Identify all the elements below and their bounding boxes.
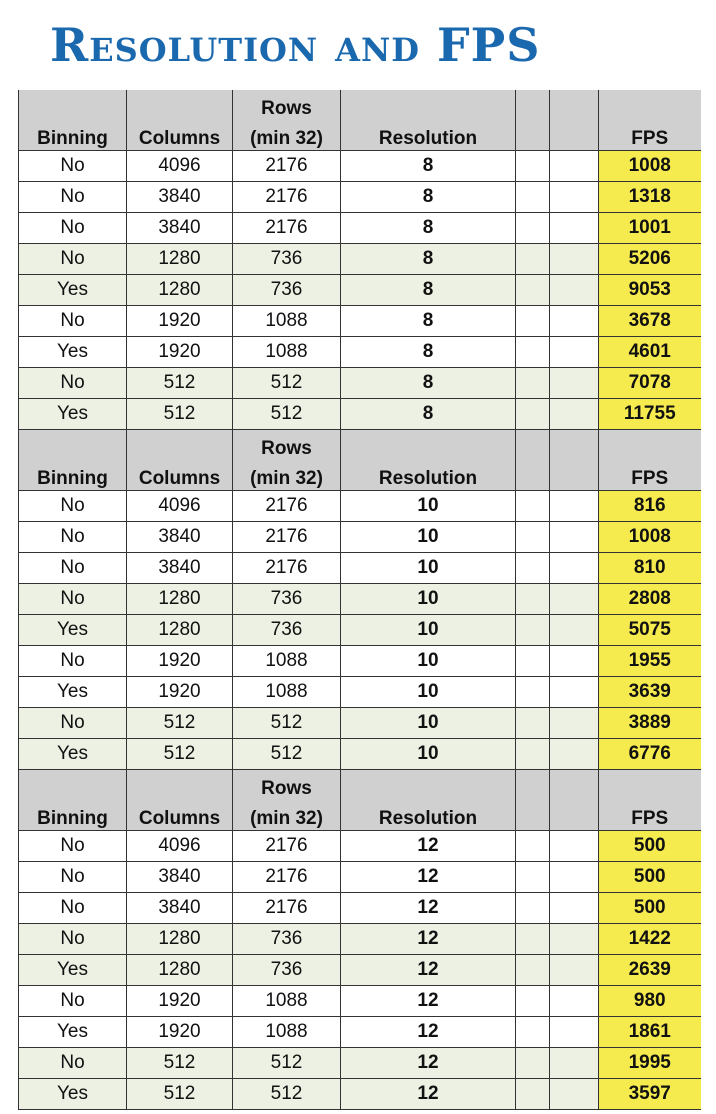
page-title: Resolution and FPS <box>50 18 541 72</box>
header-cell <box>599 90 701 120</box>
resolution-cell: 12 <box>341 862 516 893</box>
resolution-cell: 8 <box>341 182 516 213</box>
empty-cell <box>550 275 599 306</box>
columns-cell: 3840 <box>127 553 233 584</box>
rows-cell: 2176 <box>233 491 341 522</box>
empty-cell <box>550 584 599 615</box>
fps-cell: 1001 <box>599 213 701 244</box>
rows-cell: 1088 <box>233 1017 341 1048</box>
binning-cell: No <box>19 831 127 862</box>
header-cell <box>516 430 550 461</box>
binning-cell: No <box>19 244 127 275</box>
table-row <box>19 739 701 770</box>
header-row <box>19 460 701 491</box>
resolution-cell: 8 <box>341 337 516 368</box>
rows-cell: 736 <box>233 924 341 955</box>
header-row <box>19 800 701 831</box>
binning-cell: No <box>19 491 127 522</box>
columns-cell: 512 <box>127 1048 233 1079</box>
fps-cell: 5075 <box>599 615 701 646</box>
fps-cell: 3889 <box>599 708 701 739</box>
binning-cell: Yes <box>19 399 127 430</box>
empty-cell <box>550 646 599 677</box>
header-cell <box>19 770 127 801</box>
fps-cell: 11755 <box>599 399 701 430</box>
binning-cell: Yes <box>19 1017 127 1048</box>
columns-cell: 1920 <box>127 986 233 1017</box>
empty-cell <box>550 615 599 646</box>
header-cell <box>516 90 550 120</box>
header-cell <box>550 90 599 120</box>
binning-cell: No <box>19 522 127 553</box>
columns-cell: 1280 <box>127 275 233 306</box>
columns-cell: 4096 <box>127 491 233 522</box>
header-row <box>19 90 701 120</box>
binning-cell: No <box>19 986 127 1017</box>
fps-cell: 3597 <box>599 1079 701 1110</box>
header-binning: Binning <box>19 800 127 831</box>
resolution-cell: 10 <box>341 522 516 553</box>
empty-cell <box>516 615 550 646</box>
rows-cell: 2176 <box>233 831 341 862</box>
header-cell <box>127 770 233 801</box>
resolution-cell: 12 <box>341 831 516 862</box>
empty-cell <box>516 893 550 924</box>
header-row <box>19 120 701 151</box>
binning-cell: No <box>19 213 127 244</box>
header-cell <box>599 770 701 801</box>
columns-cell: 3840 <box>127 182 233 213</box>
empty-cell <box>516 677 550 708</box>
empty-cell <box>516 306 550 337</box>
header-cell <box>341 90 516 120</box>
binning-cell: No <box>19 151 127 182</box>
table-row <box>19 1017 701 1048</box>
table-row <box>19 182 701 213</box>
resolution-fps-table <box>18 90 701 1110</box>
header-rows: Rows <box>233 430 341 461</box>
fps-cell: 500 <box>599 862 701 893</box>
empty-cell <box>550 862 599 893</box>
rows-cell: 736 <box>233 275 341 306</box>
empty-cell <box>550 337 599 368</box>
columns-cell: 3840 <box>127 522 233 553</box>
rows-cell: 2176 <box>233 213 341 244</box>
binning-cell: No <box>19 182 127 213</box>
empty-cell <box>516 986 550 1017</box>
empty-cell <box>516 1079 550 1110</box>
header-cell <box>550 430 599 461</box>
resolution-cell: 8 <box>341 368 516 399</box>
fps-cell: 1955 <box>599 646 701 677</box>
empty-cell <box>550 151 599 182</box>
binning-cell: No <box>19 924 127 955</box>
header-cell <box>599 430 701 461</box>
resolution-cell: 10 <box>341 615 516 646</box>
empty-cell <box>516 646 550 677</box>
header-cell <box>516 800 550 831</box>
fps-cell: 4601 <box>599 337 701 368</box>
columns-cell: 4096 <box>127 151 233 182</box>
header-fps: FPS <box>599 120 701 151</box>
empty-cell <box>516 553 550 584</box>
empty-cell <box>516 739 550 770</box>
columns-cell: 1280 <box>127 955 233 986</box>
rows-cell: 512 <box>233 708 341 739</box>
empty-cell <box>516 399 550 430</box>
table-row <box>19 213 701 244</box>
header-cell <box>516 120 550 151</box>
resolution-cell: 10 <box>341 491 516 522</box>
rows-cell: 1088 <box>233 986 341 1017</box>
header-binning: Binning <box>19 120 127 151</box>
header-resolution: Resolution <box>341 120 516 151</box>
columns-cell: 1920 <box>127 677 233 708</box>
table-row <box>19 337 701 368</box>
header-cell <box>341 430 516 461</box>
header-resolution: Resolution <box>341 460 516 491</box>
binning-cell: No <box>19 1048 127 1079</box>
resolution-cell: 12 <box>341 924 516 955</box>
empty-cell <box>516 1017 550 1048</box>
header-cell <box>550 770 599 801</box>
empty-cell <box>550 306 599 337</box>
fps-cell: 816 <box>599 491 701 522</box>
empty-cell <box>550 739 599 770</box>
fps-cell: 1861 <box>599 1017 701 1048</box>
empty-cell <box>516 1048 550 1079</box>
empty-cell <box>550 522 599 553</box>
empty-cell <box>550 491 599 522</box>
resolution-cell: 12 <box>341 955 516 986</box>
resolution-cell: 8 <box>341 399 516 430</box>
columns-cell: 512 <box>127 1079 233 1110</box>
table-row <box>19 151 701 182</box>
header-fps: FPS <box>599 460 701 491</box>
header-cell <box>516 460 550 491</box>
table-row <box>19 955 701 986</box>
header-rows-min: (min 32) <box>233 800 341 831</box>
empty-cell <box>550 182 599 213</box>
rows-cell: 1088 <box>233 306 341 337</box>
fps-cell: 3678 <box>599 306 701 337</box>
resolution-cell: 12 <box>341 893 516 924</box>
empty-cell <box>550 677 599 708</box>
table-row <box>19 275 701 306</box>
binning-cell: No <box>19 862 127 893</box>
columns-cell: 512 <box>127 739 233 770</box>
rows-cell: 512 <box>233 368 341 399</box>
header-binning: Binning <box>19 460 127 491</box>
binning-cell: No <box>19 584 127 615</box>
header-cell <box>341 770 516 801</box>
resolution-cell: 12 <box>341 1017 516 1048</box>
columns-cell: 3840 <box>127 893 233 924</box>
resolution-cell: 10 <box>341 708 516 739</box>
columns-cell: 1920 <box>127 1017 233 1048</box>
rows-cell: 2176 <box>233 522 341 553</box>
binning-cell: No <box>19 708 127 739</box>
binning-cell: No <box>19 306 127 337</box>
columns-cell: 1920 <box>127 306 233 337</box>
table-row <box>19 924 701 955</box>
resolution-cell: 8 <box>341 213 516 244</box>
empty-cell <box>550 553 599 584</box>
columns-cell: 1280 <box>127 584 233 615</box>
header-columns: Columns <box>127 800 233 831</box>
resolution-cell: 10 <box>341 646 516 677</box>
binning-cell: Yes <box>19 615 127 646</box>
fps-cell: 1318 <box>599 182 701 213</box>
fps-cell: 810 <box>599 553 701 584</box>
table-row <box>19 677 701 708</box>
table-row <box>19 1079 701 1110</box>
empty-cell <box>550 244 599 275</box>
fps-cell: 1995 <box>599 1048 701 1079</box>
rows-cell: 736 <box>233 244 341 275</box>
resolution-cell: 12 <box>341 986 516 1017</box>
fps-cell: 1422 <box>599 924 701 955</box>
columns-cell: 4096 <box>127 831 233 862</box>
columns-cell: 512 <box>127 708 233 739</box>
columns-cell: 1920 <box>127 646 233 677</box>
binning-cell: No <box>19 553 127 584</box>
fps-cell: 3639 <box>599 677 701 708</box>
empty-cell <box>550 924 599 955</box>
header-fps: FPS <box>599 800 701 831</box>
header-cell <box>516 770 550 801</box>
empty-cell <box>516 955 550 986</box>
empty-cell <box>550 986 599 1017</box>
rows-cell: 736 <box>233 955 341 986</box>
empty-cell <box>516 491 550 522</box>
table-row <box>19 862 701 893</box>
empty-cell <box>516 708 550 739</box>
empty-cell <box>550 1079 599 1110</box>
empty-cell <box>550 893 599 924</box>
rows-cell: 512 <box>233 399 341 430</box>
empty-cell <box>516 244 550 275</box>
empty-cell <box>516 522 550 553</box>
rows-cell: 512 <box>233 1048 341 1079</box>
resolution-cell: 8 <box>341 151 516 182</box>
table-row <box>19 831 701 862</box>
rows-cell: 512 <box>233 739 341 770</box>
table-row <box>19 306 701 337</box>
columns-cell: 1920 <box>127 337 233 368</box>
header-rows-min: (min 32) <box>233 120 341 151</box>
empty-cell <box>550 213 599 244</box>
binning-cell: Yes <box>19 275 127 306</box>
empty-cell <box>516 213 550 244</box>
table-row <box>19 244 701 275</box>
binning-cell: Yes <box>19 337 127 368</box>
binning-cell: No <box>19 893 127 924</box>
rows-cell: 736 <box>233 584 341 615</box>
empty-cell <box>516 831 550 862</box>
rows-cell: 512 <box>233 1079 341 1110</box>
header-cell <box>550 120 599 151</box>
rows-cell: 1088 <box>233 337 341 368</box>
table-row <box>19 893 701 924</box>
columns-cell: 512 <box>127 399 233 430</box>
table-row <box>19 986 701 1017</box>
table-row <box>19 1048 701 1079</box>
header-rows: Rows <box>233 770 341 801</box>
empty-cell <box>550 1048 599 1079</box>
table-row <box>19 646 701 677</box>
fps-cell: 6776 <box>599 739 701 770</box>
header-cell <box>550 800 599 831</box>
header-cell <box>550 460 599 491</box>
fps-cell: 500 <box>599 893 701 924</box>
fps-cell: 2808 <box>599 584 701 615</box>
binning-cell: Yes <box>19 1079 127 1110</box>
columns-cell: 1280 <box>127 615 233 646</box>
fps-cell: 2639 <box>599 955 701 986</box>
header-columns: Columns <box>127 460 233 491</box>
resolution-cell: 8 <box>341 275 516 306</box>
header-columns: Columns <box>127 120 233 151</box>
resolution-cell: 8 <box>341 306 516 337</box>
resolution-cell: 12 <box>341 1048 516 1079</box>
fps-cell: 7078 <box>599 368 701 399</box>
table-row <box>19 553 701 584</box>
columns-cell: 3840 <box>127 213 233 244</box>
empty-cell <box>516 584 550 615</box>
binning-cell: No <box>19 368 127 399</box>
empty-cell <box>550 399 599 430</box>
columns-cell: 512 <box>127 368 233 399</box>
empty-cell <box>516 924 550 955</box>
fps-cell: 980 <box>599 986 701 1017</box>
rows-cell: 2176 <box>233 893 341 924</box>
binning-cell: Yes <box>19 955 127 986</box>
binning-cell: Yes <box>19 677 127 708</box>
header-rows-min: (min 32) <box>233 460 341 491</box>
table-row <box>19 708 701 739</box>
header-cell <box>127 90 233 120</box>
header-cell <box>127 430 233 461</box>
empty-cell <box>516 368 550 399</box>
rows-cell: 2176 <box>233 182 341 213</box>
resolution-cell: 10 <box>341 584 516 615</box>
resolution-cell: 10 <box>341 553 516 584</box>
columns-cell: 1280 <box>127 924 233 955</box>
resolution-cell: 8 <box>341 244 516 275</box>
empty-cell <box>516 337 550 368</box>
empty-cell <box>550 1017 599 1048</box>
empty-cell <box>516 862 550 893</box>
header-cell <box>19 430 127 461</box>
table-row <box>19 399 701 430</box>
empty-cell <box>550 708 599 739</box>
empty-cell <box>550 368 599 399</box>
resolution-cell: 10 <box>341 677 516 708</box>
empty-cell <box>550 955 599 986</box>
fps-cell: 1008 <box>599 151 701 182</box>
rows-cell: 2176 <box>233 553 341 584</box>
empty-cell <box>516 151 550 182</box>
header-cell <box>19 90 127 120</box>
fps-cell: 1008 <box>599 522 701 553</box>
table-row <box>19 368 701 399</box>
empty-cell <box>516 275 550 306</box>
binning-cell: No <box>19 646 127 677</box>
empty-cell <box>516 182 550 213</box>
rows-cell: 1088 <box>233 646 341 677</box>
rows-cell: 2176 <box>233 151 341 182</box>
header-rows: Rows <box>233 90 341 120</box>
rows-cell: 1088 <box>233 677 341 708</box>
header-row <box>19 430 701 461</box>
binning-cell: Yes <box>19 739 127 770</box>
table-row <box>19 615 701 646</box>
rows-cell: 2176 <box>233 862 341 893</box>
resolution-cell: 10 <box>341 739 516 770</box>
table-row <box>19 522 701 553</box>
header-row <box>19 770 701 801</box>
columns-cell: 1280 <box>127 244 233 275</box>
columns-cell: 3840 <box>127 862 233 893</box>
rows-cell: 736 <box>233 615 341 646</box>
fps-cell: 5206 <box>599 244 701 275</box>
table-row <box>19 584 701 615</box>
fps-cell: 9053 <box>599 275 701 306</box>
resolution-cell: 12 <box>341 1079 516 1110</box>
table-row <box>19 491 701 522</box>
fps-cell: 500 <box>599 831 701 862</box>
empty-cell <box>550 831 599 862</box>
header-resolution: Resolution <box>341 800 516 831</box>
